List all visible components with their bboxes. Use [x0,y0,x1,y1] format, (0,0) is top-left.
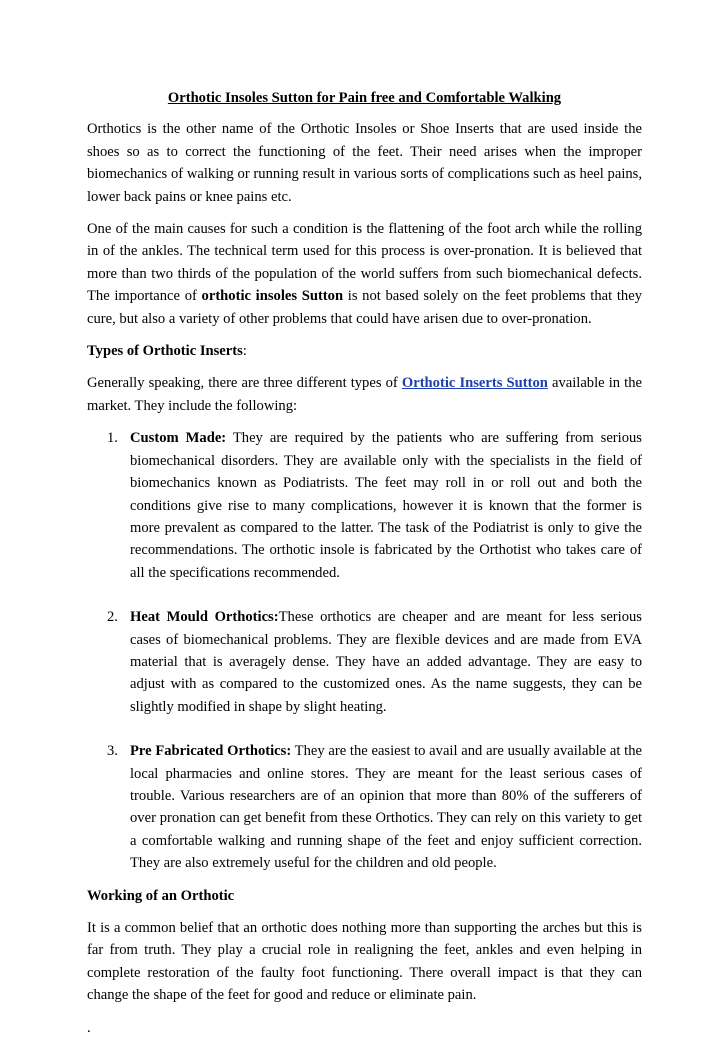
list-item-text: They are required by the patients who are suffering from serious biomechanical disorders. They are available only with the specialists in the field of biomechanics known as Podiatrists. The feet may roll in or roll out and both the conditions give rise to many complications, however it is known that the former is more prevalent as compared to the latter. The task of the Podiatrist is only to give the recommendations. The orthotic insole is fabricated by the Orthotist who takes care of all the specifications recommended. [130,430,642,581]
trailing-dot: . [87,1019,91,1036]
orthotic-inserts-link[interactable]: Orthotic Inserts Sutton [401,375,548,392]
working-paragraph: It is a common belief that an orthotic does nothing more than supporting the arches but this is far from truth. They play a crucial role in realigning the feet, ankles and even helping in complete restoration of the faulty foot functioning. There overall impact is that they can change the shape of the feet for good and reduce or eliminate pain. [87,920,642,1004]
document-title: Orthotic Insoles Sutton for Pain free and Comfortable Walking [167,90,562,106]
list-item [87,740,642,874]
types-heading-suffix: : [242,343,247,360]
working-heading: Working of an Orthotic [87,887,235,904]
list-item-number: 3. [107,743,118,760]
causes-text-before: One of the main causes for such a condition is the flattening of the foot arch while the rolling in of the ankles. The technical term used for this process is over-pronation. It is believed that more than two thirds of the population of the world suffers from such biomechanical defects. The importance of [87,221,642,305]
list-item-number: 1. [107,430,118,447]
list-item-term: Pre Fabricated Orthotics: [130,743,292,760]
types-heading-label: Types of Orthotic Inserts [87,343,243,360]
list-item-number: 2. [107,609,118,626]
types-heading [87,340,642,362]
types-intro-before: Generally speaking, there are three different types of [87,375,402,392]
list-item-term: Heat Mould Orthotics: [130,609,279,626]
list-item-text: They are the easiest to avail and are usually available at the local pharmacies and online stores. They are meant for the least serious cases of trouble. Various researchers are of an opinion that more than 80% of the sufferers of over pronation can get benefit from these Orthotics. They can rely on this variety to get a comfortable walking and running shape of the feet and enjoy sufficient correction. They are also extremely useful for the children and old people. [130,743,642,872]
list-item-text: These orthotics are cheaper and are meant for less serious cases of biomechanical problems. They are flexible devices and are made from EVA material that is averagely dense. They have an added advantage. They are easy to adjust with as compared to the customized ones. As the name suggests, they can be slightly modified in shape by slight heating. [130,609,642,715]
types-intro-paragraph [87,372,642,417]
list-item [87,427,642,584]
causes-paragraph [87,218,642,330]
intro-paragraph: Orthotics is the other name of the Orthotic Insoles or Shoe Inserts that are used inside the shoes so as to correct the functioning of the feet. Their need arises when the improper biomechanics of walking or running result in various sorts of complications such as heel pains, lower back pains or knee pains etc. [87,121,642,205]
causes-bold-keyword: orthotic insoles Sutton [201,288,344,305]
causes-text-after: is not based solely on the feet problems that they cure, but also a variety of other problems that could have arisen due to over-pronation. [87,288,642,327]
list-item-term: Custom Made: [130,430,227,447]
types-intro-after: available in the market. They include the following: [87,375,642,414]
list-item [87,606,642,718]
types-list [87,427,642,874]
